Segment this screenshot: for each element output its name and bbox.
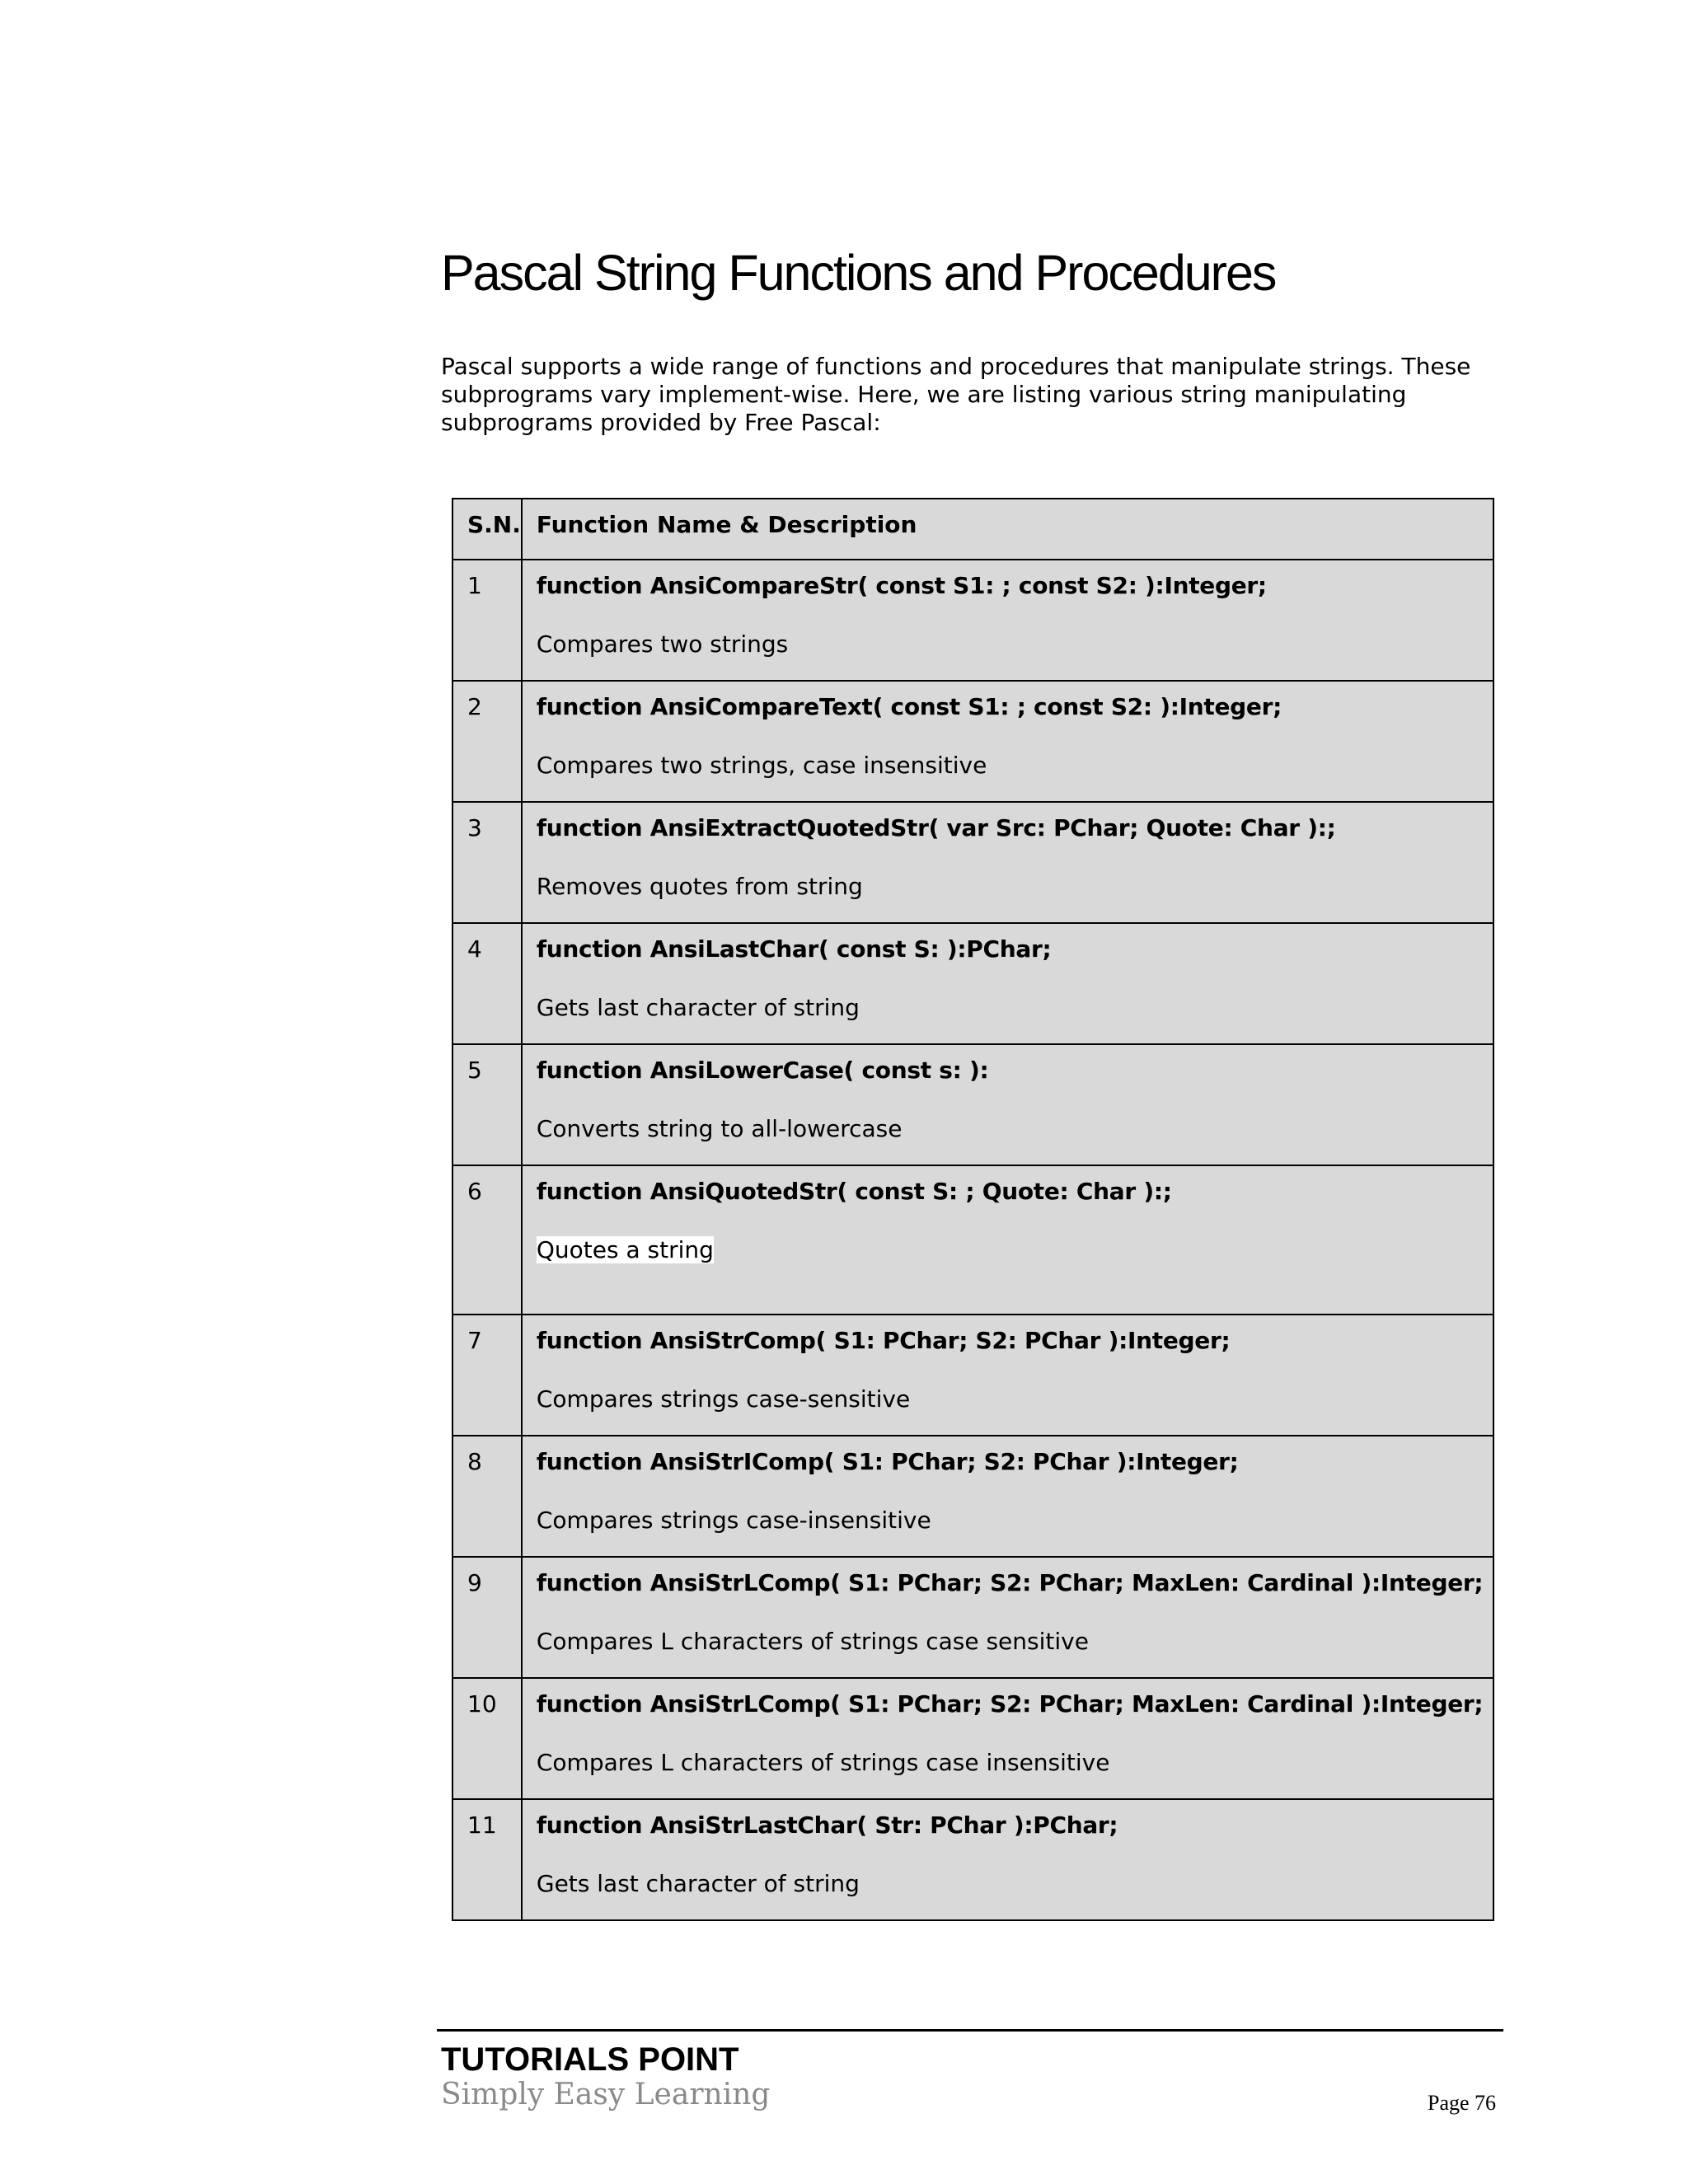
function-description: Compares L characters of strings case insensitive <box>536 1749 1110 1776</box>
function-signature: function AnsiStrLComp( S1: PChar; S2: PChar; MaxLen: Cardinal ):Integer; <box>536 1690 1484 1718</box>
table-row <box>452 1557 1493 1678</box>
table-header-row <box>452 499 1493 560</box>
function-description: Compares two strings <box>536 630 789 658</box>
function-signature: function AnsiStrLastChar( Str: PChar ):PChar; <box>536 1811 1118 1839</box>
row-sn: 6 <box>452 1165 522 1315</box>
function-description: Quotes a string <box>536 1236 714 1263</box>
row-sn: 8 <box>452 1436 522 1557</box>
row-sn: 11 <box>452 1799 522 1920</box>
table-row <box>452 1044 1493 1165</box>
table-row <box>452 1436 1493 1557</box>
page-number: Page 76 <box>1428 2091 1497 2115</box>
row-function-cell <box>522 1799 1493 1920</box>
page-title: Pascal String Functions and Procedures <box>441 245 1276 301</box>
row-sn: 7 <box>452 1315 522 1436</box>
row-function-cell <box>522 1557 1493 1678</box>
table-row <box>452 1165 1493 1315</box>
row-function-cell <box>522 1315 1493 1436</box>
function-description: Compares L characters of strings case sensitive <box>536 1628 1089 1655</box>
row-function-cell <box>522 1165 1493 1315</box>
function-signature: function AnsiExtractQuotedStr( var Src: PChar; Quote: Char ):; <box>536 814 1336 841</box>
footer-divider <box>437 2029 1503 2032</box>
row-sn: 10 <box>452 1678 522 1799</box>
header-function-name: Function Name & Description <box>522 499 1493 560</box>
row-function-cell <box>522 923 1493 1044</box>
table-row <box>452 560 1493 681</box>
function-description: Compares two strings, case insensitive <box>536 752 987 779</box>
function-signature: function AnsiStrLComp( S1: PChar; S2: PChar; MaxLen: Cardinal ):Integer; <box>536 1569 1484 1596</box>
function-signature: function AnsiStrComp( S1: PChar; S2: PChar ):Integer; <box>536 1327 1231 1354</box>
row-function-cell <box>522 560 1493 681</box>
row-sn: 3 <box>452 802 522 923</box>
function-signature: function AnsiCompareText( const S1: ; const S2: ):Integer; <box>536 693 1282 720</box>
row-sn: 9 <box>452 1557 522 1678</box>
header-sn: S.N. <box>452 499 522 560</box>
function-description: Gets last character of string <box>536 994 860 1021</box>
table-row <box>452 1678 1493 1799</box>
table-row <box>452 681 1493 802</box>
row-function-cell <box>522 1436 1493 1557</box>
row-function-cell <box>522 802 1493 923</box>
row-sn: 1 <box>452 560 522 681</box>
row-sn: 5 <box>452 1044 522 1165</box>
function-signature: function AnsiCompareStr( const S1: ; const S2: ):Integer; <box>536 572 1267 599</box>
footer-tagline: Simply Easy Learning <box>441 2078 771 2111</box>
table-row <box>452 802 1493 923</box>
function-signature: function AnsiStrIComp( S1: PChar; S2: PChar ):Integer; <box>536 1448 1239 1475</box>
function-description: Compares strings case-insensitive <box>536 1507 931 1534</box>
function-description: Compares strings case-sensitive <box>536 1385 911 1413</box>
row-function-cell <box>522 1678 1493 1799</box>
table-row <box>452 1799 1493 1920</box>
function-description: Gets last character of string <box>536 1870 860 1897</box>
row-sn: 4 <box>452 923 522 1044</box>
functions-table <box>452 498 1494 1921</box>
intro-paragraph: Pascal supports a wide range of functions and procedures that manipulate strings. These subprograms vary implement-wise. Here, we are listing various string manipulating subprograms provided by Free Pascal: <box>441 353 1471 436</box>
function-signature: function AnsiLowerCase( const s: ): <box>536 1057 989 1084</box>
table-row <box>452 1315 1493 1436</box>
row-sn: 2 <box>452 681 522 802</box>
function-signature: function AnsiQuotedStr( const S: ; Quote: Char ):; <box>536 1178 1172 1205</box>
table-row <box>452 923 1493 1044</box>
row-function-cell <box>522 1044 1493 1165</box>
function-signature: function AnsiLastChar( const S: ):PChar; <box>536 935 1052 963</box>
footer-brand: TUTORIALS POINT <box>441 2041 739 2078</box>
function-description: Removes quotes from string <box>536 873 863 900</box>
function-description: Converts string to all-lowercase <box>536 1115 903 1142</box>
row-function-cell <box>522 681 1493 802</box>
